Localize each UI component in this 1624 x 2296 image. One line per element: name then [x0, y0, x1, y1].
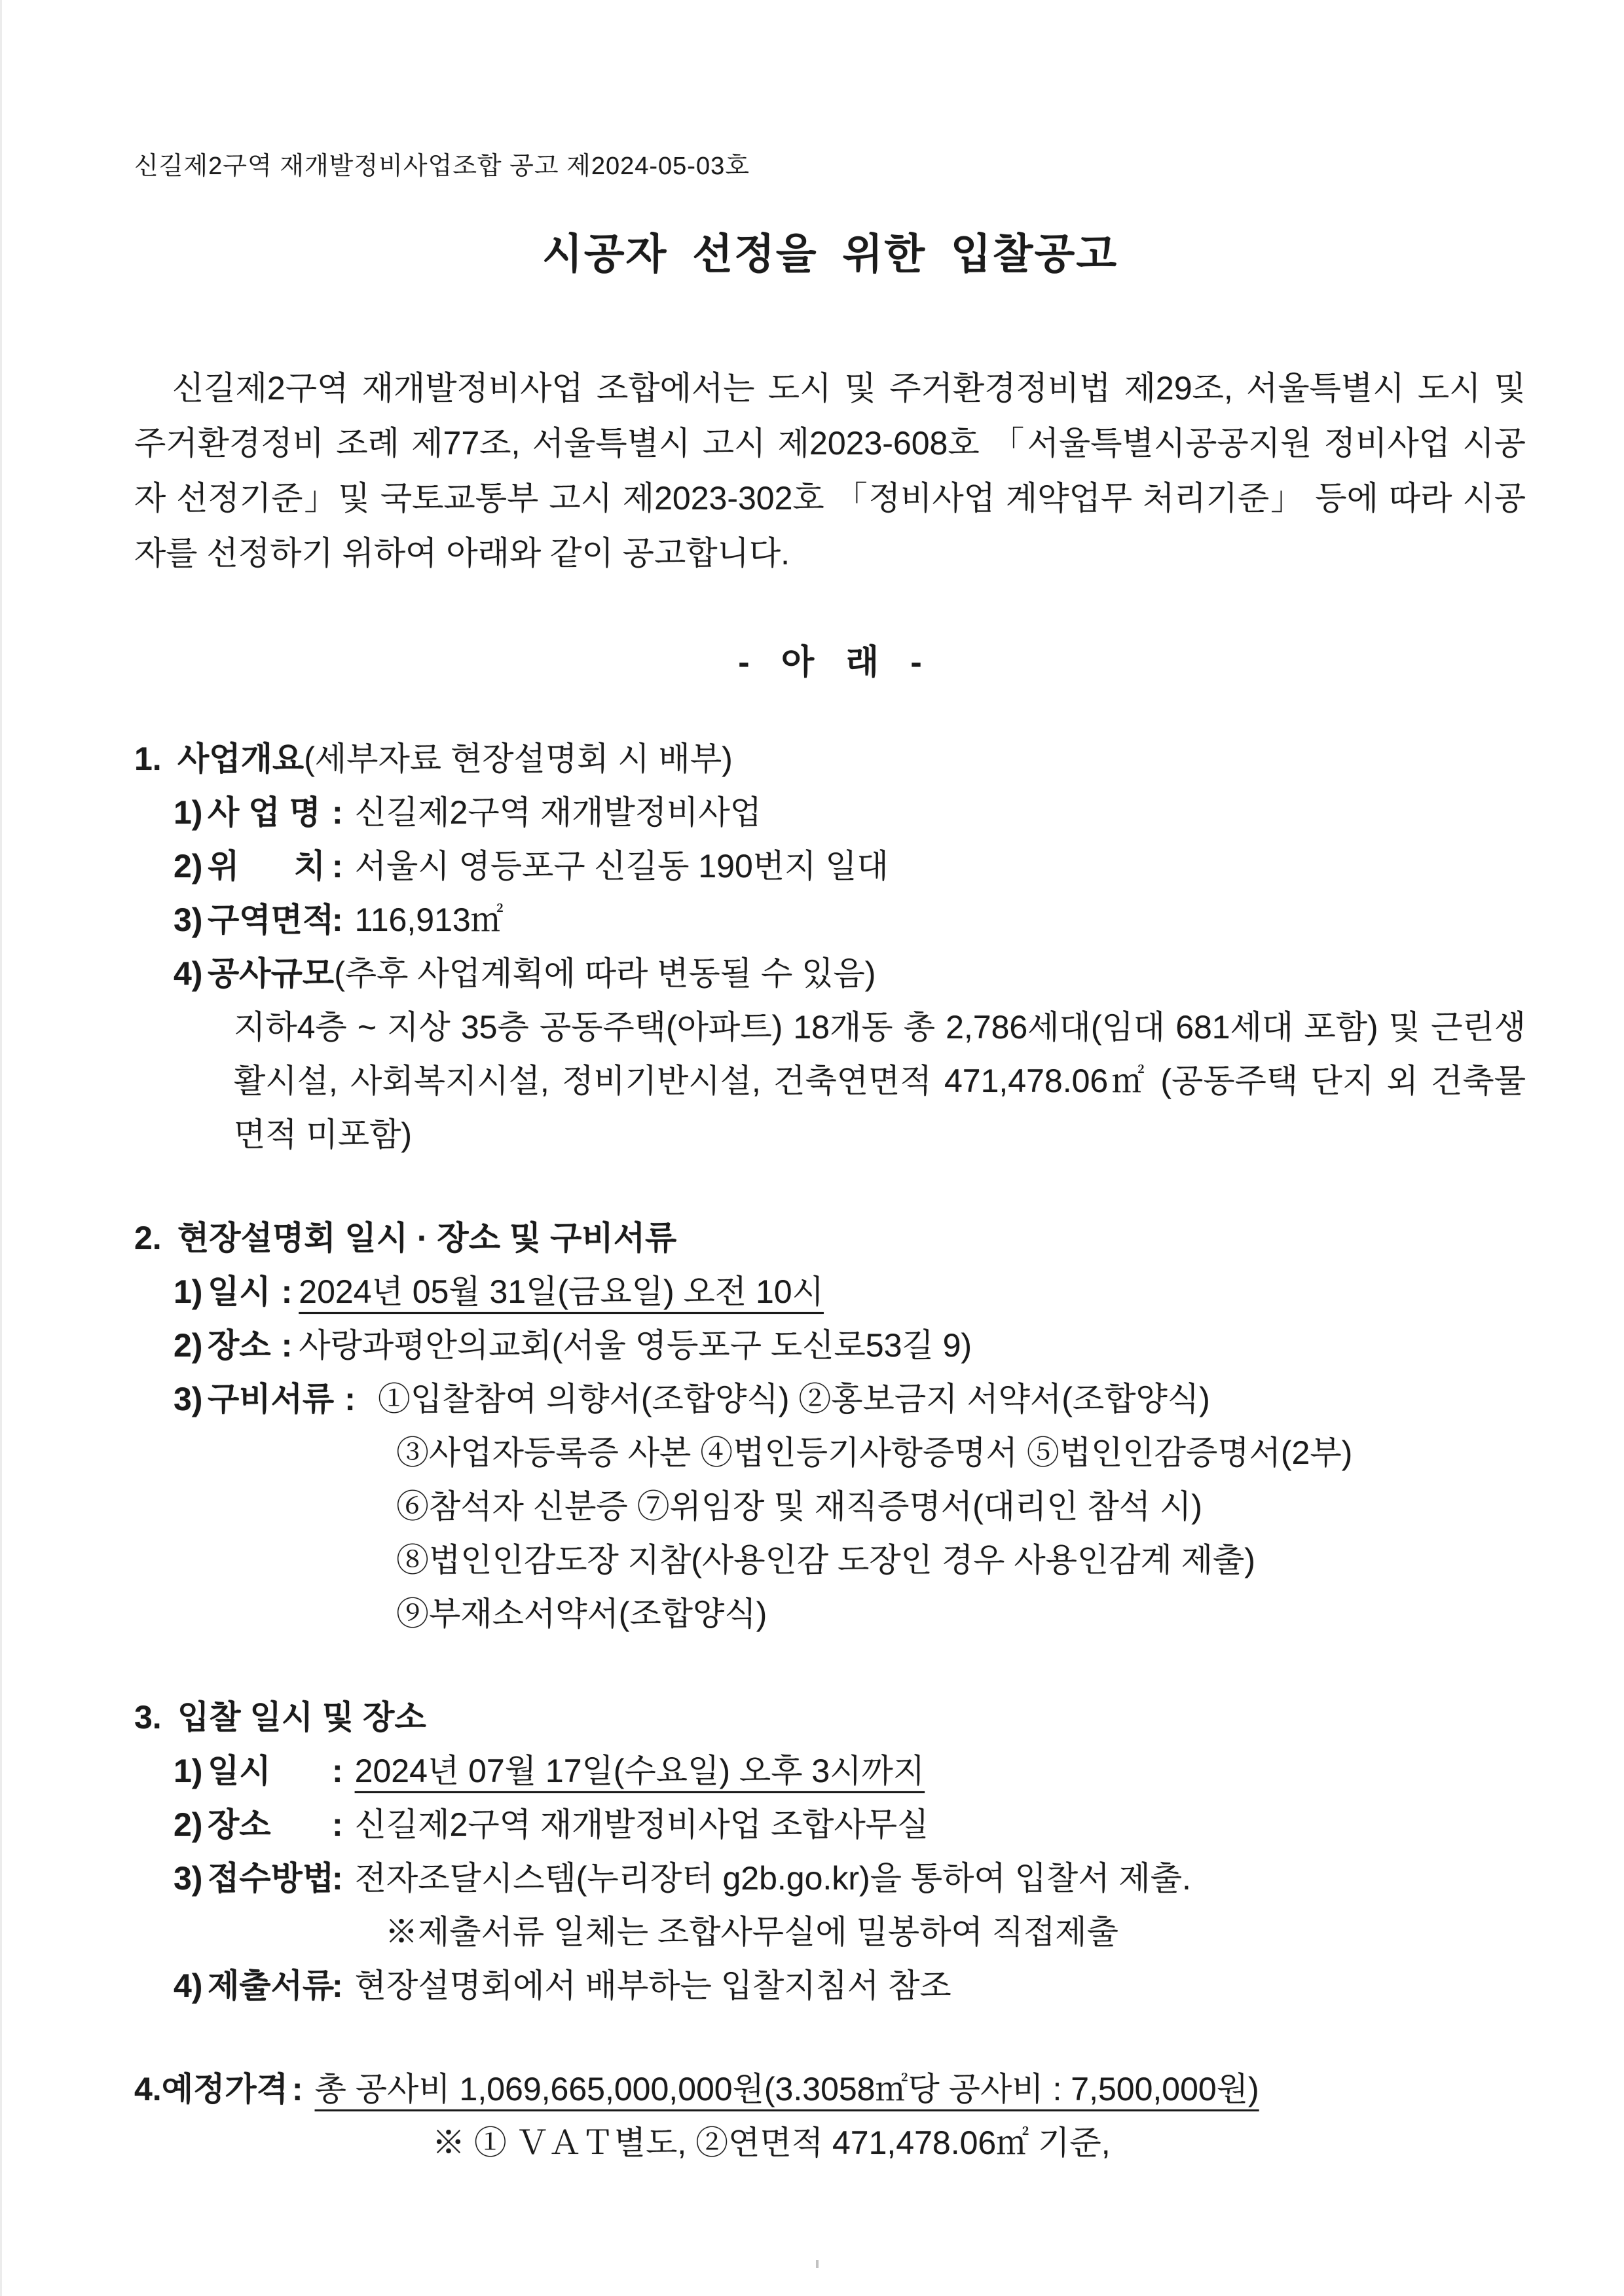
project-name-value: 신길제2구역 재개발정비사업 [354, 794, 762, 831]
row-number: 2) [174, 1806, 203, 1843]
required-documents-line-3: ⑥참석자 신분증 ⑦위임장 및 재직증명서(대리인 참석 시) [396, 1488, 1202, 1525]
submission-note: ※제출서류 일체는 조합사무실에 밀봉하여 직접제출 [385, 1914, 1118, 1950]
district-area-label: 구역면적 [208, 902, 335, 938]
colon-separator: : [332, 1860, 343, 1897]
section-2-number: 2. [134, 1220, 162, 1256]
bid-datetime-row [134, 1744, 1526, 1798]
required-documents-line-2: ③사업자등록증 사본 ④법인등기사항증명서 ⑤법인인감증명서(2부) [396, 1434, 1353, 1471]
section-2-heading [134, 1211, 1526, 1265]
bid-place-value: 신길제2구역 재개발정비사업 조합사무실 [354, 1806, 929, 1843]
section-project-overview [134, 732, 1526, 1161]
document-content [134, 151, 1526, 2170]
submission-documents-label: 제출서류 [208, 1967, 335, 2004]
colon-separator: : [291, 2071, 303, 2107]
row-number: 1) [174, 794, 203, 831]
required-documents-value: ①입찰참여 의향서(조합양식) ②홍보금지 서약서(조합양식) [377, 1381, 1210, 1417]
required-documents-label: 구비서류 [208, 1381, 335, 1417]
location-value: 서울시 영등포구 신길동 190번지 일대 [354, 848, 889, 884]
row-number: 4) [174, 1967, 203, 2004]
row-number: 2) [174, 848, 203, 884]
location-row [134, 839, 1526, 893]
row-number: 3) [174, 1860, 203, 1897]
construction-scale-row [134, 947, 1526, 1000]
submission-method-row [134, 1851, 1526, 1905]
section-2-title: 현장설명회 일시 · 장소 및 구비서류 [177, 1220, 677, 1256]
submission-method-label: 접수방법 [208, 1860, 335, 1897]
construction-scale-label: 공사규모 [208, 955, 335, 992]
section-1-title-note: (세부자료 현장설명회 시 배부) [304, 740, 733, 777]
section-site-briefing [134, 1211, 1526, 1641]
section-1-title: 사업개요 [177, 740, 304, 777]
scan-edge-artifact [0, 0, 2, 2296]
colon-separator: : [332, 1753, 343, 1789]
district-area-value: 116,913㎡ [354, 902, 504, 938]
colon-separator: : [332, 848, 343, 884]
page-title: 시공자 선정을 위한 입찰공고 [542, 230, 1118, 278]
section-3-heading [134, 1690, 1526, 1744]
scan-tick-artifact [816, 2260, 819, 2268]
construction-scale-detail: 지하4층 ~ 지상 35층 공동주택(아파트) 18개동 총 2,786세대(임대 681세대 포함) 및 근린생활시설, 사회복지시설, 정비기반시설, 건축연면적 471,478.06㎡ (공동주택 단지 외 건축물 면적 미포함) [234, 1009, 1526, 1153]
row-number: 1) [174, 1753, 203, 1789]
estimated-price-note: ※ ① ＶＡＴ별도, ②연면적 471,478.06㎡ 기준, [432, 2124, 1111, 2161]
briefing-place-row [134, 1319, 1526, 1372]
row-number: 2) [174, 1327, 203, 1364]
submission-documents-value: 현장설명회에서 배부하는 입찰지침서 참조 [354, 1967, 951, 2004]
bid-datetime-label: 일시 [208, 1753, 271, 1789]
colon-separator: : [332, 1806, 343, 1843]
construction-scale-note: (추후 사업계획에 따라 변동될 수 있음) [334, 955, 876, 992]
briefing-place-value: 사랑과평안의교회(서울 영등포구 도신로53길 9) [299, 1327, 972, 1364]
required-documents-line-4: ⑧법인인감도장 지참(사용인감 도장인 경우 사용인감계 제출) [396, 1542, 1255, 1578]
bid-place-row [134, 1798, 1526, 1851]
colon-separator: : [281, 1273, 293, 1310]
briefing-datetime-row [134, 1265, 1526, 1319]
section-estimated-price [134, 2062, 1526, 2170]
colon-separator: : [332, 794, 343, 831]
estimated-price-value: 총 공사비 1,069,665,000,000원(3.3058㎡당 공사비 : 7,500,000원) [314, 2071, 1259, 2107]
row-number: 4) [174, 955, 203, 992]
submission-method-value: 전자조달시스템(누리장터 g2b.go.kr)을 통하여 입찰서 제출. [354, 1860, 1191, 1897]
bid-place-label: 장소 [208, 1806, 271, 1843]
section-3-number: 3. [134, 1699, 162, 1736]
colon-separator: : [332, 902, 343, 938]
location-label: 위 치 [208, 848, 325, 884]
required-documents-line-5: ⑨부재소서약서(조합양식) [396, 1595, 767, 1632]
bid-datetime-value: 2024년 07월 17일(수요일) 오후 3시까지 [354, 1753, 925, 1789]
colon-separator: : [281, 1327, 293, 1364]
below-divider: - 아 래 - [738, 644, 922, 682]
project-name-row [134, 786, 1526, 839]
project-name-label: 사 업 명 [208, 794, 321, 831]
intro-paragraph: 신길제2구역 재개발정비사업 조합에서는 도시 및 주거환경정비법 제29조, 서울특별시 도시 및 주거환경정비 조례 제77조, 서울특별시 고시 제2023-608호 「서울특별시공공지원 정비사업 시공자 선정기준」및 국토교통부 고시 제2023-302호 「정비사업 계약업무 처리기준」 등에 따라 시공자를 선정하기 위하여 아래와 같이 공고합니다. [134, 370, 1526, 572]
colon-separator: : [344, 1381, 356, 1417]
section-1-heading [134, 732, 1526, 786]
estimated-price-row [134, 2062, 1526, 2116]
colon-separator: : [332, 1967, 343, 2004]
section-bid-datetime-place [134, 1690, 1526, 2013]
section-4-number: 4. [134, 2071, 162, 2107]
estimated-price-label: 예정가격 [161, 2071, 288, 2107]
section-3-title: 입찰 일시 및 장소 [177, 1699, 426, 1736]
row-number: 1) [174, 1273, 203, 1310]
section-1-number: 1. [134, 740, 162, 777]
briefing-place-label: 장소 [208, 1327, 271, 1364]
required-documents-row [134, 1372, 1526, 1426]
briefing-datetime-value: 2024년 05월 31일(금요일) 오전 10시 [299, 1273, 824, 1310]
doc-number: 신길제2구역 재개발정비사업조합 공고 제2024-05-03호 [134, 153, 750, 180]
submission-documents-row [134, 1959, 1526, 2013]
row-number: 3) [174, 1381, 203, 1417]
district-area-row [134, 893, 1526, 947]
row-number: 3) [174, 902, 203, 938]
briefing-datetime-label: 일시 [208, 1273, 271, 1310]
